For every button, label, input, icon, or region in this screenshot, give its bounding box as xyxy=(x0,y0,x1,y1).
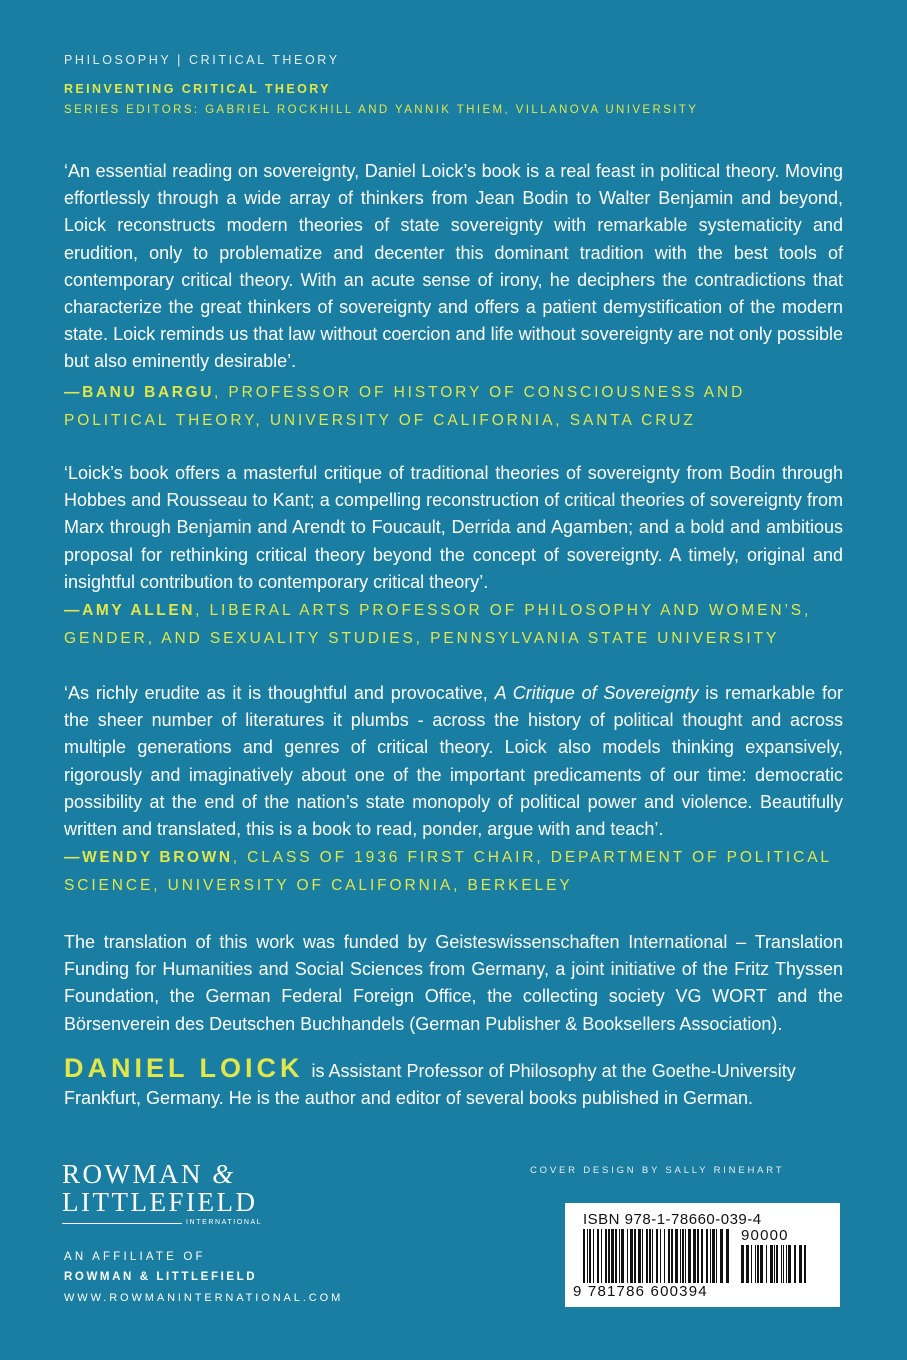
endorsement-quote-bargu: ‘An essential reading on sovereignty, Daniel Loick’s book is a real feast in political theory. Moving effortlessly through a wide array of thinkers from Jean Bodin to Walter Benjamin and beyond, Loick reconstructs modern theories of state sovereignty with remarkable systematicity and erudition, only to problematize and decenter this dominant tradition with the best tools of contemporary critical theory. With an acute sense of irony, he deciphers the contradictions that characterize the great thinkers of sovereignty and offers a patient demystification of the modern state. Loick reminds us that law without coercion and life without sovereignty are not only possible but also eminently desirable’. xyxy=(64,161,843,372)
quote-text-before: ‘As richly erudite as it is thoughtful and provocative, xyxy=(64,683,495,703)
price-code: 90000 xyxy=(741,1227,789,1244)
category-label: PHILOSOPHY | CRITICAL THEORY xyxy=(64,53,340,67)
ean-barcode-icon xyxy=(583,1229,735,1283)
ean-digits: 9 781786 600394 xyxy=(573,1283,708,1300)
affiliate-label: AN AFFILIATE OF xyxy=(64,1251,206,1263)
series-editors: SERIES EDITORS: GABRIEL ROCKHILL AND YANNIK THIEM, VILLANOVA UNIVERSITY xyxy=(64,104,699,116)
endorser-affiliation: , CLASS OF 1936 FIRST CHAIR, DEPARTMENT OF POLITICAL SCIENCE, UNIVERSITY OF CALIFORNIA, BERKELEY xyxy=(64,849,832,894)
isbn-number: ISBN 978-1-78660-039-4 xyxy=(583,1211,762,1228)
series-title: REINVENTING CRITICAL THEORY xyxy=(64,82,331,96)
endorser-name: —WENDY BROWN xyxy=(64,849,233,866)
author-bio-text: is Assistant Professor of Philosophy at the Goethe-University Frankfurt, Germany. He is the author and editor of several books published in German. xyxy=(64,1061,796,1109)
endorsement-attribution-brown xyxy=(64,844,843,899)
endorsement-attribution-allen xyxy=(64,597,843,652)
cover-design-credit: COVER DESIGN BY SALLY RINEHART xyxy=(530,1165,785,1176)
affiliate-name: ROWMAN & LITTLEFIELD xyxy=(64,1271,258,1283)
logo-littlefield: LITTLEFIELD xyxy=(62,1187,258,1217)
endorsement-attribution-bargu xyxy=(64,379,843,434)
publisher-website: WWW.ROWMANINTERNATIONAL.COM xyxy=(64,1292,344,1304)
publisher-logo xyxy=(62,1160,302,1228)
endorser-name: —AMY ALLEN xyxy=(64,602,196,619)
quote-text-after: is remarkable for the sheer number of literatures it plumbs - across the history of political thought and across multiple generations and genres of critical theory. Loick also models thinking expansively, rigorously and imaginatively about one of the important predicaments of our time: democratic possibility at the end of the nation’s state monopoly of political power and violence. Beautifully written and translated, this is a book to read, ponder, argue with and teach’. xyxy=(64,683,843,840)
book-title-italic: A Critique of Sovereignty xyxy=(494,683,699,703)
addon-barcode-icon xyxy=(741,1245,811,1283)
logo-ampersand: & xyxy=(212,1159,236,1189)
logo-international: INTERNATIONAL xyxy=(186,1219,263,1226)
logo-sub-row xyxy=(62,1218,302,1228)
logo-line-1 xyxy=(62,1160,302,1188)
author-name: DANIEL LOICK xyxy=(64,1053,304,1083)
endorser-name: —BANU BARGU xyxy=(64,384,215,401)
endorsement-quote-allen: ‘Loick’s book offers a masterful critique of traditional theories of sovereignty from Bodin through Hobbes and Rousseau to Kant; a compelling reconstruction of critical theories of sovereignty from Marx through Benjamin and Arendt to Foucault, Derrida and Agamben; and a bold and ambitious proposal for rethinking critical theory beyond the concept of sovereignty. A timely, original and insightful contribution to contemporary critical theory’. xyxy=(64,463,843,592)
endorsement-quote-brown xyxy=(64,680,843,843)
endorser-affiliation: , LIBERAL ARTS PROFESSOR OF PHILOSOPHY AND WOMEN’S, GENDER, AND SEXUALITY STUDIES, PENNSYLVANIA STATE UNIVERSITY xyxy=(64,602,812,647)
logo-rowman: ROWMAN xyxy=(62,1159,203,1189)
endorser-affiliation: , PROFESSOR OF HISTORY OF CONSCIOUSNESS AND POLITICAL THEORY, UNIVERSITY OF CALIFORNIA, SANTA CRUZ xyxy=(64,384,746,429)
author-bio xyxy=(64,1055,843,1112)
isbn-barcode-box xyxy=(565,1203,840,1307)
logo-rule xyxy=(62,1223,182,1224)
funding-statement: The translation of this work was funded by Geisteswissenschaften International – Translation Funding for Humanities and Social Sciences from Germany, a joint initiative of the Fritz Thyssen Foundation, the German Federal Foreign Office, the collecting society VG WORT and the Börsenverein des Deutschen Buchhandels (German Publisher & Booksellers Association). xyxy=(64,932,843,1034)
